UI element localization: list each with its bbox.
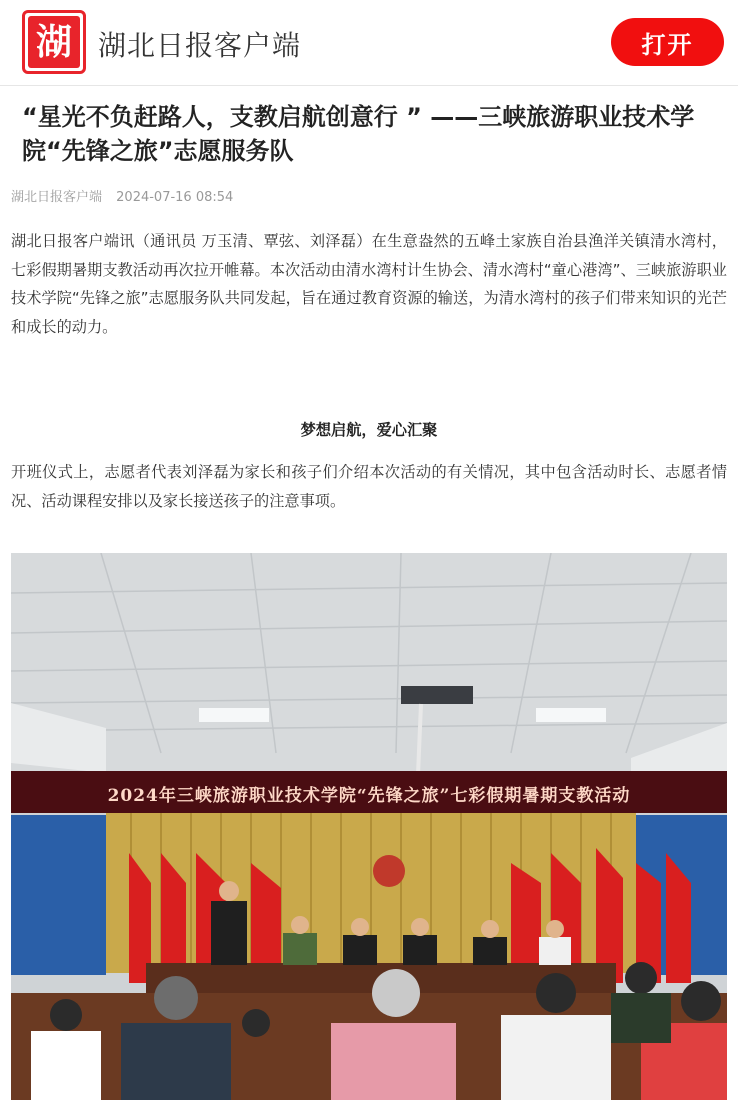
photo-banner-text: 2024年三峡旅游职业技术学院“先锋之旅”七彩假期暑期支教活动 — [107, 786, 631, 806]
article-paragraph: 开班仪式上，志愿者代表刘泽磊为家长和孩子们介绍本次活动的有关情况，其中包含活动时长、志愿者情况、活动课程安排以及家长接送孩子的注意事项。 — [11, 463, 727, 510]
article-title: “星光不负赶路人，支教启航创意行 ” ——三峡旅游职业技术学院“先锋之旅”志愿服务队 — [22, 103, 695, 165]
open-app-button[interactable]: 打开 — [611, 18, 724, 66]
article-source[interactable]: 湖北日报客户端 — [11, 190, 103, 205]
section-subheading: 梦想启航，爱心汇聚 — [300, 421, 438, 439]
app-name: 湖北日报客户端 — [98, 29, 302, 62]
article-photo[interactable] — [11, 553, 727, 1100]
photo-scene — [11, 553, 727, 1100]
logo-mark: 湖 — [28, 16, 80, 68]
article-body — [11, 100, 727, 515]
article-lead-paragraph: 湖北日报客户端讯（通讯员 万玉清、覃弦、刘泽磊）在生意盎然的五峰土家族自治县渔洋关镇清水湾村，七彩假期暑期支教活动再次拉开帷幕。本次活动由清水湾村计生协会、清水湾村“童心港湾”、三峡旅游职业技术学院“先锋之旅”志愿服务队共同发起，旨在通过教育资源的输送，为清水湾村的孩子们带来知识的光芒和成长的动力。 — [11, 232, 727, 336]
article-time: 2024-07-16 08:54 — [116, 190, 234, 205]
app-header — [0, 0, 738, 86]
article-meta — [11, 186, 727, 205]
app-logo-icon[interactable] — [22, 10, 86, 74]
